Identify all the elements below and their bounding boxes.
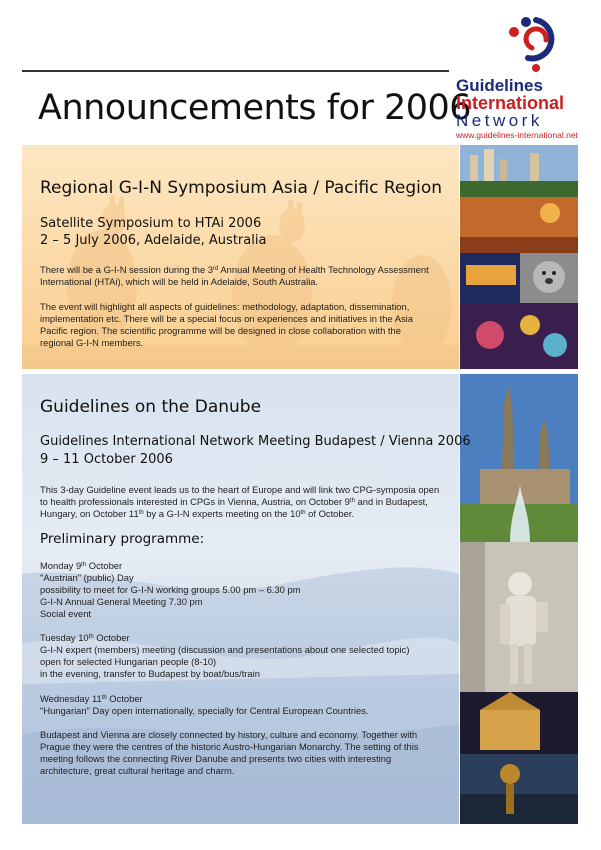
- danube-closing-paragraph: Budapest and Vienna are closely connected by history, culture and economy. Together with Prague they were the centres of the historic Austro-Hungarian Monarchy. The setting of this meeting follows the connecting River Danube and presents two cities with interesting architecture, great cultural heritage and charm.: [40, 729, 419, 776]
- logo-word-international: International: [456, 93, 565, 113]
- page-title: Announcements for 2006: [38, 88, 472, 128]
- danube-subtitle-date: 9 – 11 October 2006: [40, 452, 173, 467]
- asia-subtitle-date: 2 – 5 July 2006, Adelaide, Australia: [40, 233, 267, 248]
- danube-intro-paragraph: This 3-day Guideline event leads us to the heart of Europe and will link two CPG-symposia open to health professionals interested in CPGs in Vienna, Austria, on October 9th and in Budapest, Hungary, on October 11th by a G-I-N experts meeting on the 10th of October.: [40, 484, 440, 519]
- asia-paragraph-2: The event will highlight all aspects of guidelines: methodology, adaptation, dissemination, implementation etc. There will be a special focus on experiences and initiatives in the Asia Pacific region. The scientific programme will be designed in close collaboration with the regional G-I-N members.: [40, 301, 413, 348]
- danube-section-title: Guidelines on the Danube: [40, 397, 262, 417]
- asia-paragraph-1: There will be a G-I-N session during the 3rd Annual Meeting of Health Technology Assessment International (HTAi), which will be held in Adelaide, South Australia.: [40, 264, 429, 287]
- gin-logo: [452, 14, 592, 140]
- asia-photo-strip: [460, 145, 578, 369]
- programme-wednesday: Wednesday 11th October "Hungarian" Day open internationally, specially for Central European Countries.: [40, 693, 369, 716]
- programme-heading: Preliminary programme:: [40, 531, 205, 547]
- gin-logo-mark-icon: [506, 14, 566, 74]
- asia-subtitle-event: Satellite Symposium to HTAi 2006: [40, 216, 262, 231]
- vienna-budapest-photos-icon: [460, 374, 578, 824]
- danube-photo-strip: [460, 374, 578, 824]
- programme-tuesday: Tuesday 10th October G-I-N expert (members) meeting (discussion and presentations about one selected topic) open for selected Hungarian people (8-10) in the evening, transfer to Budapest by boat/bus/train: [40, 632, 410, 679]
- logo-word-guidelines: Guidelines: [456, 76, 543, 95]
- asia-section-title: Regional G-I-N Symposium Asia / Pacific Region: [40, 178, 443, 198]
- logo-word-network: Network: [456, 111, 543, 130]
- australia-photos-icon: [460, 145, 578, 369]
- header-rule: [22, 70, 449, 72]
- logo-url: www.guidelines-international.net: [456, 130, 578, 140]
- programme-monday: Monday 9th October "Austrian" (public) Day possibility to meet for G-I-N working groups 5.00 pm – 6.30 pm G-I-N Annual General Meeting 7.30 pm Social event: [40, 560, 301, 619]
- danube-subtitle-event: Guidelines International Network Meeting Budapest / Vienna 2006: [40, 434, 471, 449]
